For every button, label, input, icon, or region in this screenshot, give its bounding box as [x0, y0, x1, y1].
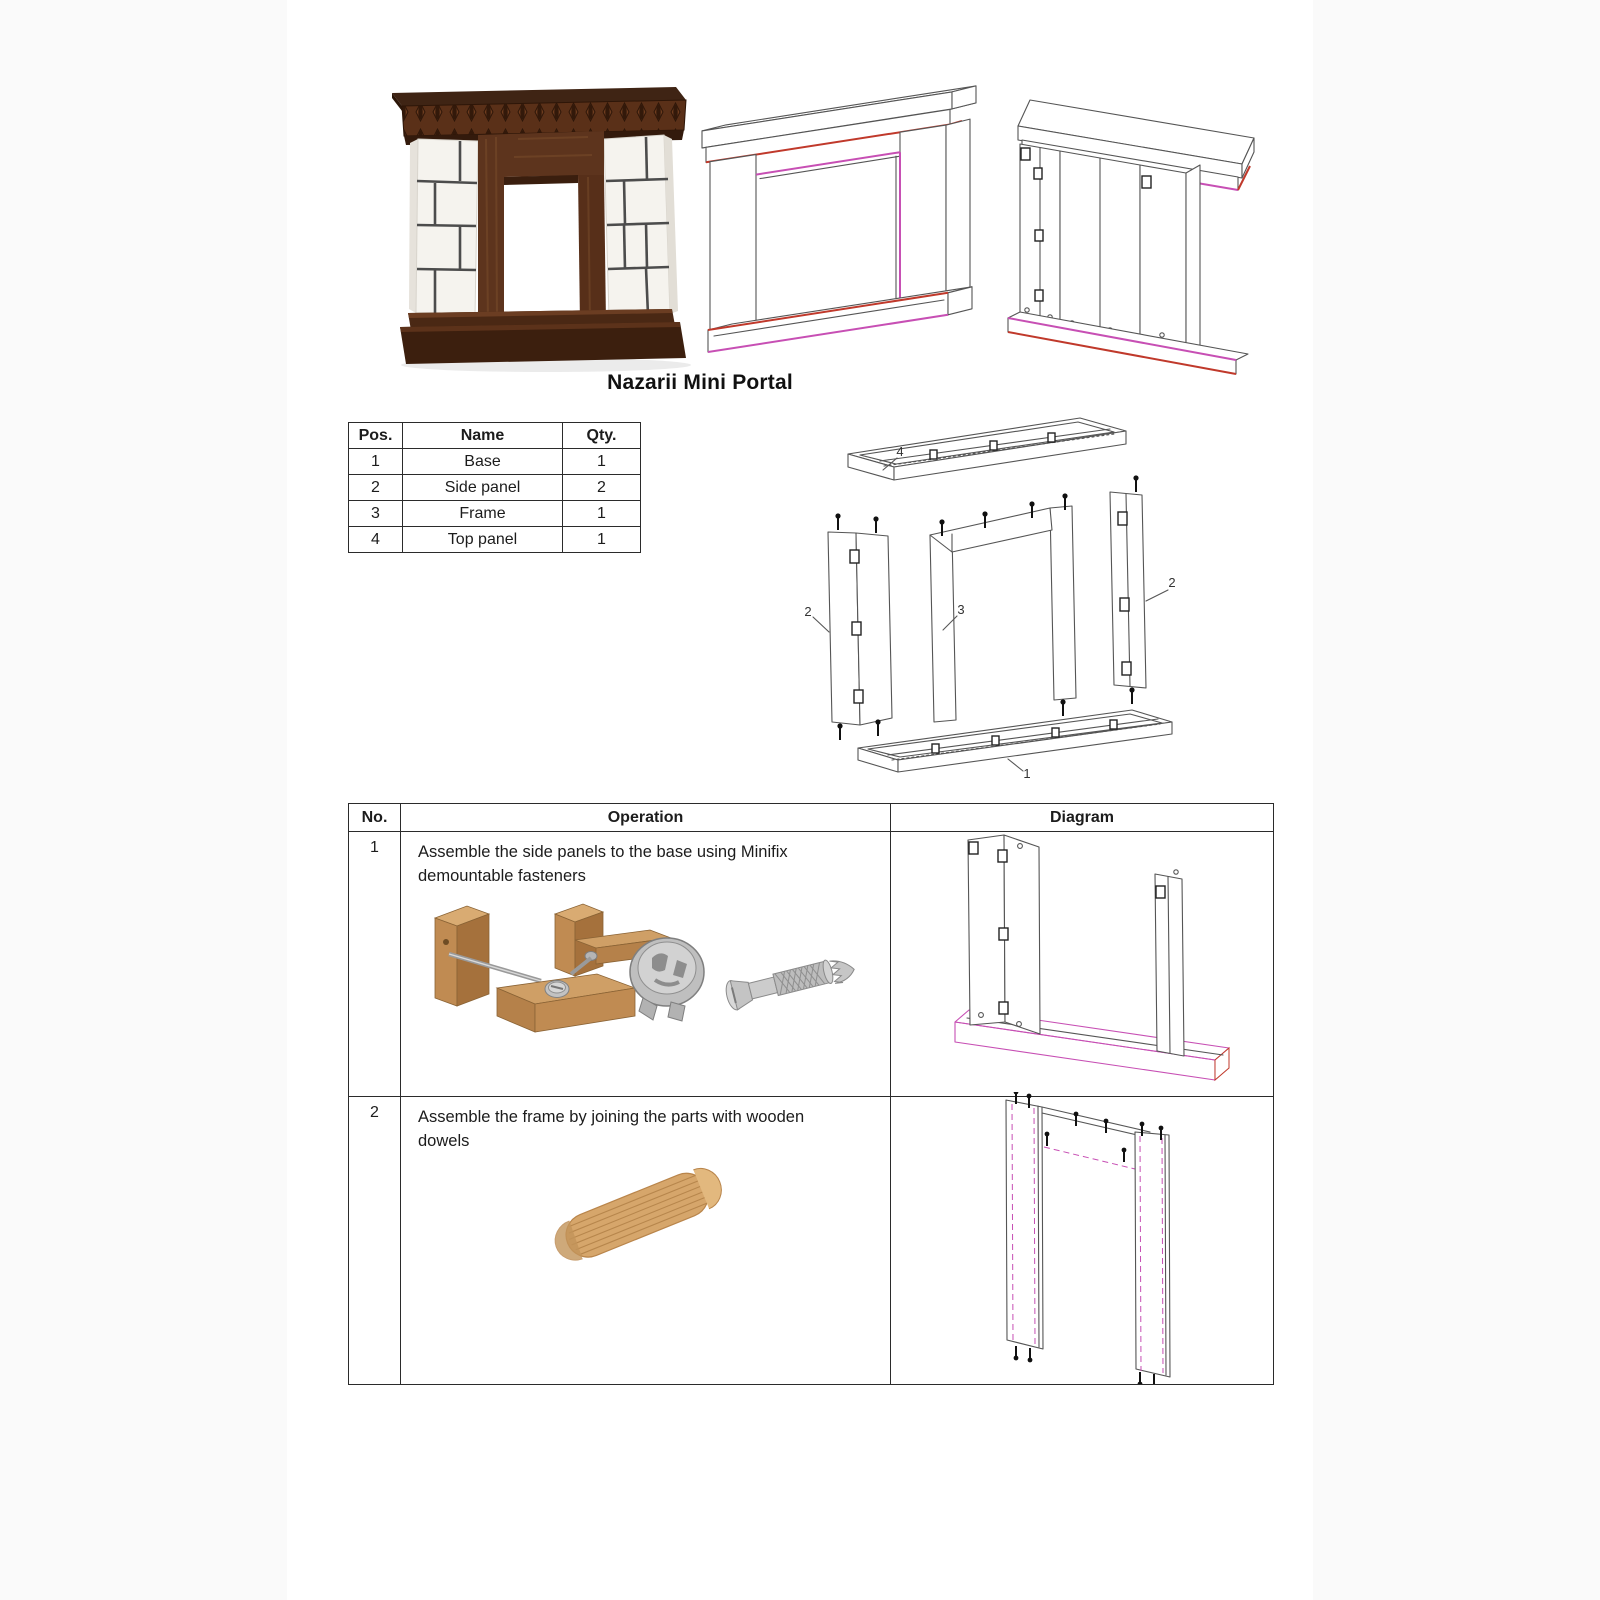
part-qty: 1 — [563, 527, 641, 553]
op2-diagram — [972, 1092, 1222, 1384]
exploded-label-base: 1 — [1023, 766, 1031, 781]
op-description: Assemble the frame by joining the parts with wooden dowels — [418, 1108, 805, 1150]
exploded-label-side-right: 2 — [1168, 575, 1176, 590]
parts-header-name: Name — [403, 423, 563, 449]
part-pos: 1 — [349, 449, 403, 475]
parts-header-qty: Qty. — [563, 423, 641, 449]
right-margin — [1313, 0, 1600, 1600]
part-name: Base — [403, 449, 563, 475]
ops-header-no: No. — [349, 804, 401, 832]
page-title: Nazarii Mini Portal — [607, 371, 793, 394]
parts-row — [349, 475, 641, 501]
parts-header-pos: Pos. — [349, 423, 403, 449]
part-qty: 2 — [563, 475, 641, 501]
exploded-label-side-left: 2 — [804, 604, 812, 619]
exploded-label-top-panel: 4 — [896, 444, 904, 459]
portal-front-line-drawing — [700, 85, 985, 360]
part-pos: 3 — [349, 501, 403, 527]
minifix-fasteners-image — [405, 880, 875, 1065]
parts-header-row — [349, 423, 641, 449]
ops-header-row — [349, 804, 1274, 832]
parts-row — [349, 527, 641, 553]
part-qty: 1 — [563, 449, 641, 475]
parts-row — [349, 449, 641, 475]
part-name: Frame — [403, 501, 563, 527]
fireplace-photo — [378, 73, 700, 378]
op-number: 2 — [349, 1097, 401, 1385]
ops-header-diagram: Diagram — [891, 804, 1274, 832]
left-margin — [0, 0, 287, 1600]
op1-diagram — [897, 834, 1273, 1092]
parts-row — [349, 501, 641, 527]
op-number: 1 — [349, 832, 401, 1097]
part-qty: 1 — [563, 501, 641, 527]
exploded-diagram — [780, 400, 1200, 785]
part-name: Top panel — [403, 527, 563, 553]
op-description: Assemble the side panels to the base using Minifix demountable fasteners — [418, 843, 788, 885]
portal-back-line-drawing — [990, 80, 1268, 375]
parts-table — [348, 422, 641, 553]
part-pos: 4 — [349, 527, 403, 553]
part-name: Side panel — [403, 475, 563, 501]
ops-header-operation: Operation — [401, 804, 891, 832]
exploded-label-frame: 3 — [957, 602, 965, 617]
wooden-dowel-image — [520, 1140, 750, 1290]
part-pos: 2 — [349, 475, 403, 501]
